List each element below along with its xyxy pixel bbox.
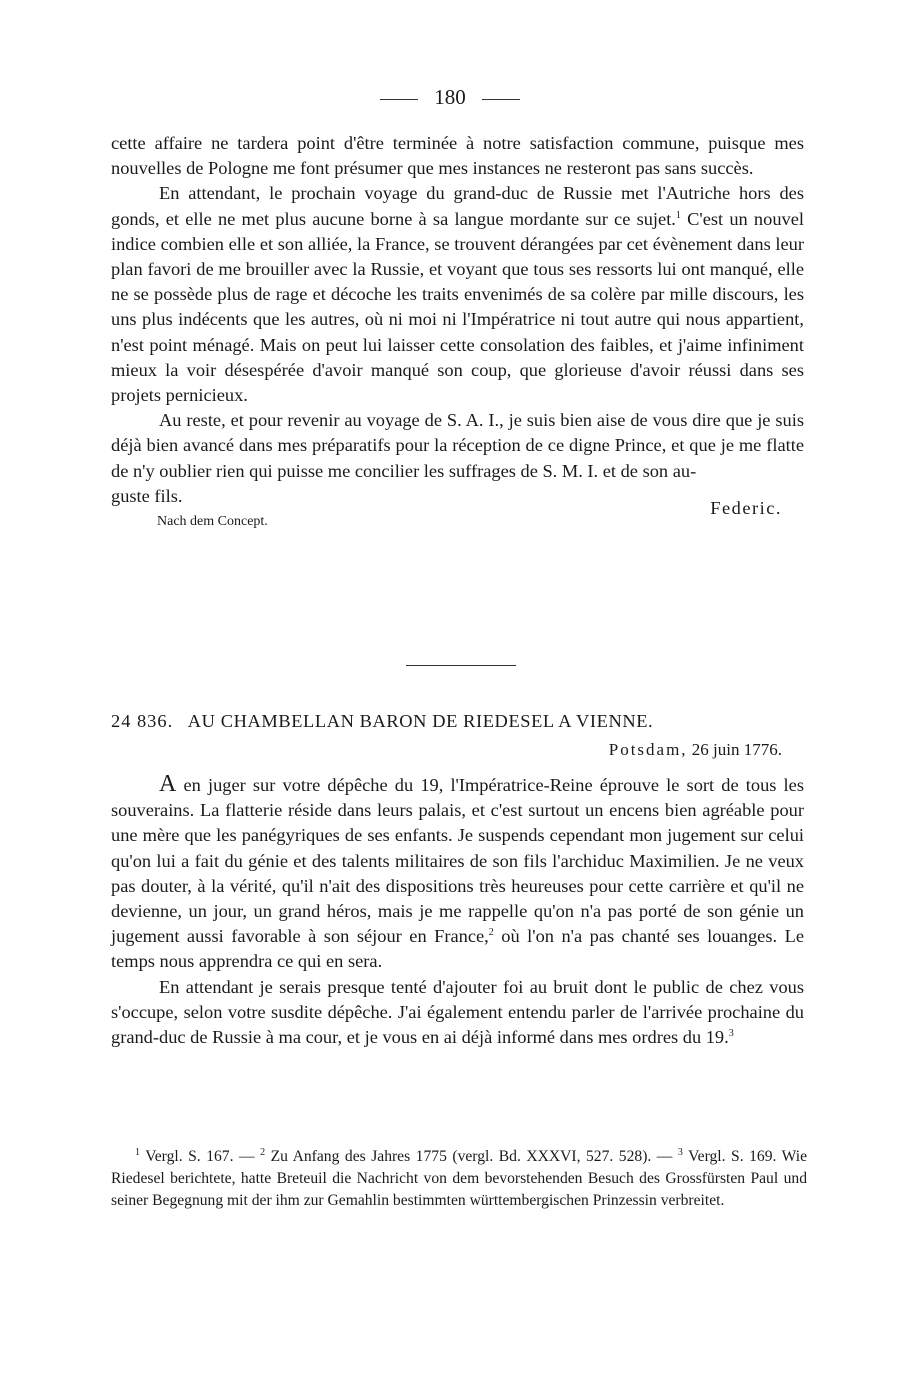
letter-paragraph-2-text: En attendant je serais presque tenté d'ajouter foi au bruit dont le public de chez vous s'occupe, selon votre susdite dépêche. J'ai également entendu parler de l'arrivée prochaine du grand-duc de Russie à ma cour, et je vous en ai déjà informé dans mes ordres du 19. (111, 976, 804, 1048)
footnote-3-text: Vergl. S. 169. Wie Riedesel berichtete, hatte Breteuil die Nachricht von dem bevorstehenden Besuch des Grossfürsten Paul und seiner Begegnung mit der ihm zur Gemahlin bestimmten württembergischen Prinzessin verbreitet. (111, 1148, 807, 1209)
page-header (0, 84, 900, 110)
footnote-1-text: Vergl. S. 167. — (140, 1148, 261, 1165)
footnotes (111, 1146, 807, 1212)
initial-letter: A (159, 771, 177, 797)
source-note: Nach dem Concept. (157, 513, 268, 529)
section-divider (406, 665, 516, 666)
letter-number: 24 836. (111, 711, 174, 731)
letter-body (111, 772, 804, 1050)
letter-paragraph-1-text-b: où l'on n'a pas chanté ses louanges. Le temps nous apprendra ce qui en sera. (111, 926, 804, 972)
footnote-ref-1: 1 (675, 209, 681, 221)
paragraph-3-last-line: guste fils. (111, 485, 183, 506)
paragraph-2-text-b: C'est un nouvel indice combien elle et son alliée, la France, se trouvent dérangées par cet évènement dans leur plan favori de me brouiller avec la Russie, et voyant que tous ses ressorts lui ont manqué, elle ne se possède plus de rage et décoche les traits envenimés de sa colère par mille discours, les uns plus indécents que les autres, où ni moi ni l'Impératrice ni tout autre qui nous appartient, n'est point ménagé. Mais on peut lui laisser cette consolation des faibles, et j'aime infiniment mieux la voir désespérée d'avoir manqué son coup, que glorieuse d'avoir réussi dans ses projets pernicieux. (111, 208, 804, 406)
letter-heading (111, 708, 804, 734)
letter-conclusion (111, 131, 804, 533)
letter-dateline (609, 738, 782, 762)
footnote-2-text: Zu Anfang des Jahres 1775 (vergl. Bd. XXXVI, 527. 528). — (265, 1148, 678, 1165)
footnote-mark-2: 2 (260, 1146, 266, 1158)
paragraph-1: cette affaire ne tardera point d'être terminée à notre satisfaction commune, puisque mes nouvelles de Pologne me font présumer que mes instances ne resteront pas sans succès. (111, 133, 804, 179)
letter-place: Potsdam, (608, 740, 688, 759)
paragraph-3: Au reste, et pour revenir au voyage de S. A. I., je suis bien aise de vous dire que je suis déjà bien avancé dans mes préparatifs pour la réception de ce digne Prince, et que je me flatte de n'y oublier rien qui puisse me concilier les suffrages de S. M. I. et de son au- (111, 410, 804, 481)
letter-paragraph-1-text-a: en juger sur votre dépêche du 19, l'Impératrice-Reine éprouve le sort de tous les souverains. La flatterie réside dans leurs palais, et c'est surtout un encens bien agréable pour une mère que les panégyriques de ses enfants. Je suspends cependant mon jugement sur celui qu'on lui a fait du génie et des talents militaires de son fils l'archiduc Maximilien. Je ne veux pas douter, à la vérité, qu'il n'ait des dispositions très heureuses pour cette carrière et qu'il ne devienne, un jour, un grand héros, mais je me rappelle qu'on n'a pas porté de son génie un jugement aussi favorable à son séjour en France, (111, 775, 804, 947)
closing-row (111, 484, 804, 518)
letter-title: AU CHAMBELLAN BARON DE RIEDESEL A VIENNE. (187, 711, 654, 731)
footnote-mark-3: 3 (677, 1146, 683, 1158)
footnote-block (111, 1146, 807, 1212)
footnote-ref-2: 2 (488, 927, 494, 939)
header-dash-right (482, 99, 520, 100)
page-number: 180 (434, 85, 466, 109)
paragraph-2 (111, 181, 804, 408)
letter-paragraph-2 (111, 975, 804, 1051)
letter-paragraph-1 (111, 772, 804, 975)
footnote-ref-3: 3 (728, 1027, 734, 1039)
footnote-mark-1: 1 (135, 1146, 140, 1158)
paragraph-2-text-a: En attendant, le prochain voyage du grand-duc de Russie met l'Autriche hors des gonds, et elle ne met plus aucune borne à sa langue mordante sur ce sujet. (111, 183, 804, 229)
header-dash-left (380, 99, 418, 100)
letter-date: 26 juin 1776. (691, 740, 782, 759)
signature: Federic. (710, 497, 782, 518)
